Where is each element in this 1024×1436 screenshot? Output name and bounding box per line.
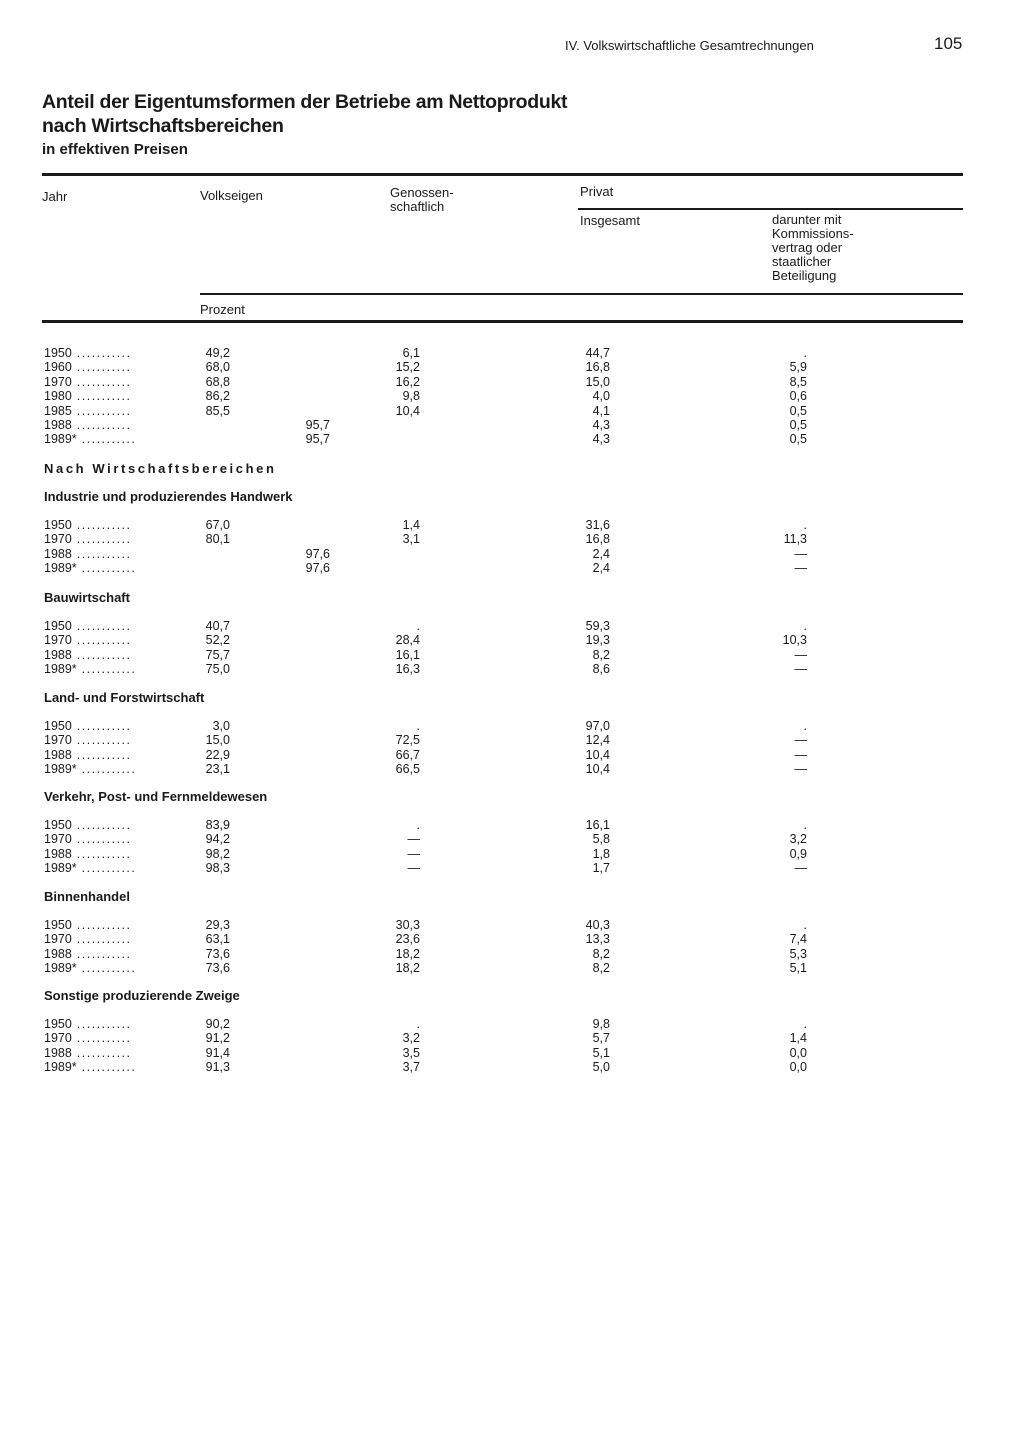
dot-leader: ...........: [71, 546, 132, 561]
cell-privat-darunter: 11,3: [783, 532, 807, 547]
dot-leader: ...........: [71, 918, 132, 932]
cell-privat-insgesamt: 5,7: [592, 1031, 610, 1046]
cell-volkseigen: 75,7: [205, 647, 230, 662]
cell-volkseigen: 91,3: [205, 1060, 230, 1075]
year-label: 1989*: [44, 561, 77, 576]
cell-privat-darunter: —: [794, 561, 807, 576]
year-label: 1989*: [44, 762, 77, 777]
cell-privat-insgesamt: 19,3: [585, 633, 610, 648]
cell-genossenschaftlich: 6,1: [402, 346, 420, 360]
dot-leader: ...........: [71, 403, 132, 418]
cell-privat-darunter: .: [803, 918, 807, 932]
cell-volkseigen: 94,2: [205, 832, 230, 847]
section-heading: Land- und Forstwirtschaft: [44, 690, 205, 705]
cell-volkseigen: 22,9: [205, 747, 230, 762]
cell-genossenschaftlich: 9,8: [402, 389, 420, 404]
cell-privat-darunter: 0,5: [789, 432, 807, 447]
col-header-darunter-line5: Beteiligung: [772, 268, 837, 283]
cell-privat-darunter: —: [794, 762, 807, 777]
col-header-darunter-line1: darunter mit: [772, 212, 842, 227]
dot-leader: ...........: [71, 1031, 132, 1046]
col-header-insgesamt: Insgesamt: [580, 213, 640, 228]
cell-genossenschaftlich: .: [416, 818, 420, 832]
year-label: 1989*: [44, 861, 77, 876]
year-label: 1970: [44, 932, 72, 947]
running-head: IV. Volkswirtschaftliche Gesamtrechnungen: [565, 38, 814, 53]
cell-volkseigen: 40,7: [205, 619, 230, 633]
year-label: 1960: [44, 360, 72, 375]
section-heading: Bauwirtschaft: [44, 590, 130, 605]
year-label: 1950: [44, 619, 72, 633]
cell-privat-darunter: 10,3: [782, 633, 807, 648]
year-label: 1970: [44, 1031, 72, 1046]
cell-volkseigen: 98,3: [205, 861, 230, 876]
year-label: 1988: [44, 546, 72, 561]
cell-privat-insgesamt: 4,3: [592, 432, 610, 447]
cell-privat-darunter: 0,5: [789, 418, 807, 432]
cell-privat-insgesamt: 16,8: [585, 532, 610, 547]
cell-genossenschaftlich: —: [407, 846, 420, 861]
cell-volkseigen: 86,2: [205, 389, 230, 404]
cell-privat-darunter: 0,9: [789, 846, 807, 861]
dot-leader: ...........: [76, 1060, 137, 1075]
col-header-darunter-line4: staatlicher: [772, 254, 832, 269]
cell-privat-insgesamt: 16,8: [585, 360, 610, 375]
table-title-line1: Anteil der Eigentumsformen der Betriebe am Nettoprodukt: [42, 91, 568, 113]
cell-privat-insgesamt: 44,7: [585, 346, 610, 360]
cell-genossenschaftlich: 18,2: [395, 961, 420, 976]
dot-leader: ...........: [76, 561, 137, 576]
cell-genossenschaftlich: 72,5: [395, 733, 420, 748]
cell-volkseigen: 73,6: [205, 946, 230, 961]
cell-volkseigen-combined: 97,6: [305, 546, 330, 561]
cell-genossenschaftlich: 66,5: [395, 762, 420, 777]
dot-leader: ...........: [76, 432, 137, 447]
year-label: 1950: [44, 346, 72, 360]
cell-privat-insgesamt: 31,6: [585, 518, 610, 532]
cell-privat-insgesamt: 5,0: [592, 1060, 610, 1075]
col-header-volkseigen: Volkseigen: [200, 188, 263, 203]
cell-genossenschaftlich: 16,2: [395, 374, 420, 389]
cell-privat-insgesamt: 5,8: [592, 832, 610, 847]
dot-leader: ...........: [71, 518, 132, 532]
dot-leader: ...........: [76, 861, 137, 876]
dot-leader: ...........: [76, 662, 137, 677]
dot-leader: ...........: [71, 418, 132, 432]
cell-volkseigen: 15,0: [205, 733, 230, 748]
cell-volkseigen-combined: 97,6: [305, 561, 330, 576]
year-label: 1988: [44, 747, 72, 762]
cell-privat-insgesamt: 16,1: [585, 818, 610, 832]
cell-privat-insgesamt: 59,3: [585, 619, 610, 633]
cell-privat-insgesamt: 4,3: [592, 418, 610, 432]
cell-privat-darunter: 7,4: [789, 932, 807, 947]
col-header-genossen-line1: Genossen-: [390, 185, 454, 200]
dot-leader: ...........: [71, 360, 132, 375]
cell-genossenschaftlich: 3,7: [402, 1060, 420, 1075]
cell-volkseigen: 75,0: [205, 662, 230, 677]
cell-privat-insgesamt: 4,1: [592, 403, 610, 418]
cell-volkseigen: 63,1: [205, 932, 230, 947]
year-label: 1988: [44, 647, 72, 662]
dot-leader: ...........: [71, 946, 132, 961]
section-heading: Sonstige produzierende Zweige: [44, 988, 240, 1003]
year-label: 1988: [44, 1045, 72, 1060]
dot-leader: ...........: [76, 762, 137, 777]
year-label: 1970: [44, 733, 72, 748]
page-number: 105: [934, 34, 963, 53]
dot-leader: ...........: [71, 747, 132, 762]
cell-genossenschaftlich: 10,4: [395, 403, 420, 418]
cell-genossenschaftlich: 15,2: [395, 360, 420, 375]
year-label: 1950: [44, 518, 72, 532]
cell-genossenschaftlich: 3,1: [402, 532, 420, 547]
cell-privat-insgesamt: 15,0: [585, 374, 610, 389]
cell-privat-insgesamt: 8,2: [592, 961, 610, 976]
cell-genossenschaftlich: .: [416, 619, 420, 633]
dot-leader: ...........: [71, 719, 132, 733]
cell-privat-insgesamt: 8,6: [592, 662, 610, 677]
dot-leader: ...........: [71, 818, 132, 832]
cell-volkseigen: 98,2: [205, 846, 230, 861]
year-label: 1988: [44, 946, 72, 961]
row-year: [44, 547, 184, 561]
cell-genossenschaftlich: 3,2: [402, 1031, 420, 1046]
cell-privat-insgesamt: 5,1: [592, 1045, 610, 1060]
cell-volkseigen: 80,1: [205, 532, 230, 547]
year-label: 1985: [44, 403, 72, 418]
year-label: 1950: [44, 918, 72, 932]
cell-genossenschaftlich: 16,1: [395, 647, 420, 662]
cell-genossenschaftlich: 3,5: [402, 1045, 420, 1060]
year-label: 1950: [44, 818, 72, 832]
year-label: 1989*: [44, 432, 77, 447]
cell-privat-darunter: .: [803, 719, 807, 733]
cell-privat-darunter: 5,3: [789, 946, 807, 961]
section-heading: Industrie und produzierendes Handwerk: [44, 489, 293, 504]
cell-volkseigen: 3,0: [212, 719, 230, 733]
cell-genossenschaftlich: .: [416, 719, 420, 733]
cell-privat-darunter: 1,4: [789, 1031, 807, 1046]
year-label: 1970: [44, 633, 72, 648]
cell-privat-darunter: 3,2: [789, 832, 807, 847]
cell-genossenschaftlich: 1,4: [402, 518, 420, 532]
cell-privat-darunter: 5,9: [789, 360, 807, 375]
cell-privat-darunter: —: [794, 662, 807, 677]
col-header-unit: Prozent: [200, 302, 245, 317]
cell-genossenschaftlich: 18,2: [395, 946, 420, 961]
year-label: 1989*: [44, 1060, 77, 1075]
cell-privat-insgesamt: 12,4: [585, 733, 610, 748]
section-heading: Binnenhandel: [44, 889, 130, 904]
cell-privat-darunter: 8,5: [789, 374, 807, 389]
cell-volkseigen: 67,0: [205, 518, 230, 532]
cell-privat-darunter: 0,0: [789, 1060, 807, 1075]
cell-privat-darunter: 0,5: [789, 403, 807, 418]
cell-volkseigen: 90,2: [205, 1017, 230, 1031]
dot-leader: ...........: [71, 633, 132, 648]
col-header-jahr: Jahr: [42, 189, 68, 204]
cell-volkseigen-combined: 95,7: [305, 418, 330, 432]
dot-leader: ...........: [76, 961, 137, 976]
dot-leader: ...........: [71, 619, 132, 633]
cell-genossenschaftlich: 16,3: [395, 662, 420, 677]
row-year: [44, 561, 184, 575]
table-title-line2: nach Wirtschaftsbereichen: [42, 115, 284, 137]
dot-leader: ...........: [71, 832, 132, 847]
table-subtitle: in effektiven Preisen: [42, 141, 188, 158]
cell-genossenschaftlich: —: [407, 861, 420, 876]
year-label: 1988: [44, 846, 72, 861]
cell-volkseigen: 23,1: [205, 762, 230, 777]
year-label: 1988: [44, 418, 72, 432]
cell-privat-darunter: .: [803, 518, 807, 532]
row-year: [44, 432, 184, 446]
cell-privat-insgesamt: 4,0: [592, 389, 610, 404]
cell-volkseigen: 85,5: [205, 403, 230, 418]
cell-privat-darunter: 5,1: [789, 961, 807, 976]
cell-volkseigen: 83,9: [205, 818, 230, 832]
cell-privat-darunter: —: [794, 747, 807, 762]
dot-leader: ...........: [71, 647, 132, 662]
cell-genossenschaftlich: 30,3: [395, 918, 420, 932]
cell-genossenschaftlich: 28,4: [395, 633, 420, 648]
section-heading-nach-wirtschaftsbereichen: Nach Wirtschaftsbereichen: [44, 461, 277, 476]
cell-privat-insgesamt: 97,0: [585, 719, 610, 733]
dot-leader: ...........: [71, 846, 132, 861]
cell-privat-darunter: —: [794, 733, 807, 748]
col-header-darunter-line2: Kommissions-: [772, 226, 854, 241]
year-label: 1970: [44, 532, 72, 547]
cell-volkseigen: 91,4: [205, 1045, 230, 1060]
col-header-privat: Privat: [580, 184, 614, 199]
cell-genossenschaftlich: 23,6: [395, 932, 420, 947]
dot-leader: ...........: [71, 1017, 132, 1031]
cell-privat-insgesamt: 1,8: [592, 846, 610, 861]
cell-privat-darunter: —: [794, 861, 807, 876]
cell-privat-insgesamt: 8,2: [592, 946, 610, 961]
dot-leader: ...........: [71, 932, 132, 947]
cell-volkseigen: 52,2: [205, 633, 230, 648]
year-label: 1980: [44, 389, 72, 404]
col-header-darunter-line3: vertrag oder: [772, 240, 843, 255]
cell-volkseigen: 68,0: [205, 360, 230, 375]
year-label: 1989*: [44, 961, 77, 976]
dot-leader: ...........: [71, 374, 132, 389]
cell-genossenschaftlich: 66,7: [395, 747, 420, 762]
cell-privat-insgesamt: 2,4: [592, 546, 610, 561]
cell-privat-insgesamt: 9,8: [592, 1017, 610, 1031]
section-heading: Verkehr, Post- und Fernmeldewesen: [44, 789, 268, 804]
cell-privat-insgesamt: 10,4: [585, 747, 610, 762]
cell-volkseigen: 29,3: [205, 918, 230, 932]
cell-privat-darunter: .: [803, 1017, 807, 1031]
cell-privat-insgesamt: 1,7: [592, 861, 610, 876]
year-label: 1970: [44, 832, 72, 847]
dot-leader: ...........: [71, 1045, 132, 1060]
cell-privat-darunter: .: [803, 818, 807, 832]
dot-leader: ...........: [71, 532, 132, 547]
cell-privat-insgesamt: 8,2: [592, 647, 610, 662]
cell-privat-insgesamt: 13,3: [585, 932, 610, 947]
col-header-genossen-line2: schaftlich: [390, 199, 445, 214]
row-year: [44, 418, 184, 432]
cell-privat-insgesamt: 2,4: [592, 561, 610, 576]
cell-genossenschaftlich: .: [416, 1017, 420, 1031]
cell-genossenschaftlich: —: [407, 832, 420, 847]
year-label: 1950: [44, 719, 72, 733]
year-label: 1989*: [44, 662, 77, 677]
cell-volkseigen-combined: 95,7: [305, 432, 330, 447]
cell-volkseigen: 68,8: [205, 374, 230, 389]
cell-privat-darunter: .: [803, 346, 807, 360]
cell-privat-insgesamt: 10,4: [585, 762, 610, 777]
cell-privat-insgesamt: 40,3: [585, 918, 610, 932]
cell-volkseigen: 91,2: [205, 1031, 230, 1046]
cell-privat-darunter: 0,6: [789, 389, 807, 404]
dot-leader: ...........: [71, 346, 132, 360]
year-label: 1970: [44, 374, 72, 389]
cell-privat-darunter: —: [794, 546, 807, 561]
cell-privat-darunter: —: [794, 647, 807, 662]
cell-volkseigen: 49,2: [205, 346, 230, 360]
cell-volkseigen: 73,6: [205, 961, 230, 976]
dot-leader: ...........: [71, 733, 132, 748]
year-label: 1950: [44, 1017, 72, 1031]
dot-leader: ...........: [71, 389, 132, 404]
cell-privat-darunter: 0,0: [789, 1045, 807, 1060]
cell-privat-darunter: .: [803, 619, 807, 633]
